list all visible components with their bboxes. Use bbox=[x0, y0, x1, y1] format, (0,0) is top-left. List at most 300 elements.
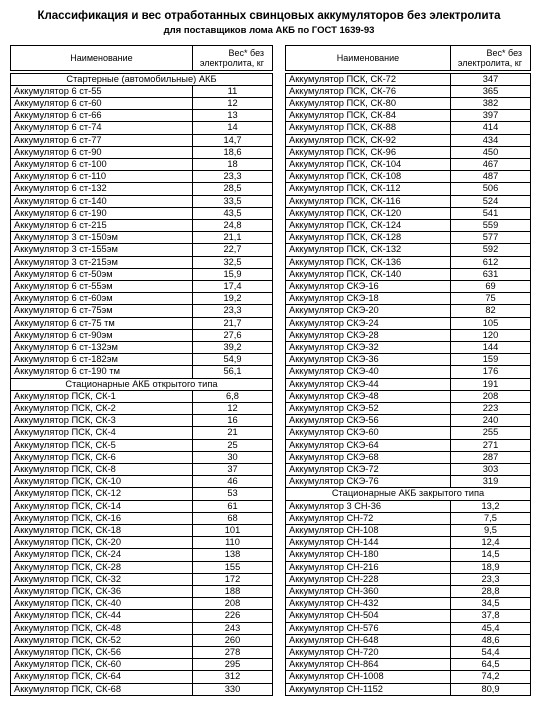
table-row bbox=[11, 476, 273, 488]
table-row bbox=[11, 573, 273, 585]
battery-name: Аккумулятор ПСК, СК-64 bbox=[11, 671, 193, 683]
battery-weight: 155 bbox=[193, 561, 273, 573]
battery-name: Аккумулятор ПСК, СК-20 bbox=[11, 537, 193, 549]
table-row bbox=[286, 268, 531, 280]
battery-weight: 382 bbox=[451, 97, 531, 109]
table-row bbox=[286, 683, 531, 695]
header-weight bbox=[451, 46, 531, 71]
battery-name: Аккумулятор СКЭ-28 bbox=[286, 329, 451, 341]
battery-name: Аккумулятор СН-720 bbox=[286, 647, 451, 659]
table-row bbox=[286, 244, 531, 256]
table-row bbox=[286, 219, 531, 231]
table-row bbox=[286, 586, 531, 598]
battery-weight: 208 bbox=[193, 598, 273, 610]
battery-weight: 577 bbox=[451, 232, 531, 244]
battery-name: Аккумулятор СН-432 bbox=[286, 598, 451, 610]
battery-name: Аккумулятор 6 ст-66 bbox=[11, 110, 193, 122]
table-row bbox=[286, 573, 531, 585]
header-weight-line2: электролита, кг bbox=[457, 58, 522, 68]
battery-weight: 74,2 bbox=[451, 671, 531, 683]
battery-name: Аккумулятор ПСК, СК-3 bbox=[11, 415, 193, 427]
battery-name: Аккумулятор ПСК, СК-116 bbox=[286, 195, 451, 207]
table-row bbox=[11, 415, 273, 427]
table-row bbox=[11, 232, 273, 244]
battery-name: Аккумулятор 6 ст-90 bbox=[11, 146, 193, 158]
battery-weight: 28,5 bbox=[193, 183, 273, 195]
table-row bbox=[286, 647, 531, 659]
battery-weight: 53 bbox=[193, 488, 273, 500]
table-row bbox=[286, 427, 531, 439]
battery-weight: 191 bbox=[451, 378, 531, 390]
table-row bbox=[11, 171, 273, 183]
battery-name: Аккумулятор ПСК, СК-1 bbox=[11, 390, 193, 402]
battery-weight: 243 bbox=[193, 622, 273, 634]
battery-weight: 80,9 bbox=[451, 683, 531, 695]
battery-weight: 144 bbox=[451, 341, 531, 353]
battery-weight: 69 bbox=[451, 280, 531, 292]
battery-weight: 365 bbox=[451, 85, 531, 97]
table-row bbox=[286, 671, 531, 683]
battery-name: Аккумулятор СКЭ-52 bbox=[286, 402, 451, 414]
battery-weight: 487 bbox=[451, 171, 531, 183]
battery-weight: 39,2 bbox=[193, 341, 273, 353]
table-row bbox=[11, 317, 273, 329]
table-row bbox=[286, 537, 531, 549]
battery-name: Аккумулятор ПСК, СК-32 bbox=[11, 573, 193, 585]
section-row bbox=[11, 378, 273, 390]
battery-weight: 6,8 bbox=[193, 390, 273, 402]
battery-weight: 18,6 bbox=[193, 146, 273, 158]
battery-weight: 414 bbox=[451, 122, 531, 134]
table-row bbox=[11, 451, 273, 463]
table-row bbox=[286, 598, 531, 610]
battery-name: Аккумулятор СН-576 bbox=[286, 622, 451, 634]
battery-name: Аккумулятор ПСК, СК-92 bbox=[286, 134, 451, 146]
battery-name: Аккумулятор СН-1008 bbox=[286, 671, 451, 683]
battery-weight: 159 bbox=[451, 354, 531, 366]
table-row bbox=[286, 232, 531, 244]
battery-name: Аккумулятор ПСК, СК-72 bbox=[286, 73, 451, 85]
battery-weight: 13,2 bbox=[451, 500, 531, 512]
table-row bbox=[286, 110, 531, 122]
battery-weight: 12 bbox=[193, 97, 273, 109]
battery-weight: 14 bbox=[193, 122, 273, 134]
table-row bbox=[286, 354, 531, 366]
battery-name: Аккумулятор СКЭ-16 bbox=[286, 280, 451, 292]
battery-name: Аккумулятор СН-504 bbox=[286, 610, 451, 622]
table-row bbox=[11, 280, 273, 292]
battery-weight: 188 bbox=[193, 586, 273, 598]
battery-name: Аккумулятор 6 ст-50эм bbox=[11, 268, 193, 280]
battery-name: Аккумулятор СН-216 bbox=[286, 561, 451, 573]
table-row bbox=[11, 268, 273, 280]
page-title: Классификация и вес отработанных свинцовых аккумуляторов без электролита bbox=[37, 10, 501, 22]
battery-name: Аккумулятор СН-72 bbox=[286, 512, 451, 524]
table-row bbox=[11, 549, 273, 561]
table-row bbox=[286, 280, 531, 292]
battery-weight: 467 bbox=[451, 158, 531, 170]
table-row bbox=[286, 622, 531, 634]
battery-name: Аккумулятор 3 ст-155эм bbox=[11, 244, 193, 256]
battery-name: Аккумулятор СН-180 bbox=[286, 549, 451, 561]
battery-name: Аккумулятор СН-648 bbox=[286, 634, 451, 646]
battery-weight: 14,7 bbox=[193, 134, 273, 146]
battery-weight: 260 bbox=[193, 634, 273, 646]
battery-weight: 37 bbox=[193, 464, 273, 476]
battery-weight: 14,5 bbox=[451, 549, 531, 561]
battery-name: Аккумулятор 3 ст-150эм bbox=[11, 232, 193, 244]
table-row bbox=[286, 439, 531, 451]
battery-name: Аккумулятор СКЭ-40 bbox=[286, 366, 451, 378]
battery-name: Аккумулятор СН-144 bbox=[286, 537, 451, 549]
table-row bbox=[11, 561, 273, 573]
battery-weight: 48,6 bbox=[451, 634, 531, 646]
battery-name: Аккумулятор ПСК, СК-96 bbox=[286, 146, 451, 158]
table-row bbox=[11, 354, 273, 366]
battery-weight: 54,4 bbox=[451, 647, 531, 659]
table-row bbox=[11, 439, 273, 451]
table-row bbox=[11, 219, 273, 231]
battery-weight: 541 bbox=[451, 207, 531, 219]
battery-weight: 64,5 bbox=[451, 659, 531, 671]
battery-name: Аккумулятор СКЭ-72 bbox=[286, 464, 451, 476]
table-row bbox=[286, 549, 531, 561]
battery-weight: 12 bbox=[193, 402, 273, 414]
battery-name: Аккумулятор ПСК, СК-24 bbox=[11, 549, 193, 561]
battery-name: Аккумулятор ПСК, СК-36 bbox=[11, 586, 193, 598]
battery-name: Аккумулятор ПСК, СК-28 bbox=[11, 561, 193, 573]
battery-name: Аккумулятор 6 ст-55эм bbox=[11, 280, 193, 292]
table-row bbox=[11, 329, 273, 341]
battery-name: Аккумулятор 6 ст-60 bbox=[11, 97, 193, 109]
battery-name: Аккумулятор 6 ст-110 bbox=[11, 171, 193, 183]
battery-name: Аккумулятор СКЭ-18 bbox=[286, 293, 451, 305]
table-row bbox=[11, 293, 273, 305]
table-row bbox=[11, 97, 273, 109]
table-row bbox=[11, 634, 273, 646]
battery-weight: 46 bbox=[193, 476, 273, 488]
table-row bbox=[286, 512, 531, 524]
table-row bbox=[11, 537, 273, 549]
battery-name: Аккумулятор СН-108 bbox=[286, 525, 451, 537]
table-row bbox=[286, 171, 531, 183]
table-row bbox=[11, 390, 273, 402]
battery-name: Аккумулятор ПСК, СК-5 bbox=[11, 439, 193, 451]
battery-weight: 24,8 bbox=[193, 219, 273, 231]
table-row bbox=[11, 256, 273, 268]
table-body-right bbox=[286, 73, 531, 695]
table-row bbox=[11, 622, 273, 634]
table-row bbox=[286, 207, 531, 219]
table-row bbox=[11, 85, 273, 97]
table-row bbox=[11, 647, 273, 659]
battery-name: Аккумулятор 6 ст-132эм bbox=[11, 341, 193, 353]
table-header-row bbox=[286, 46, 531, 71]
table-row bbox=[286, 73, 531, 85]
table-row bbox=[11, 488, 273, 500]
table-row bbox=[11, 183, 273, 195]
battery-weight: 295 bbox=[193, 659, 273, 671]
header-name: Наименование bbox=[11, 46, 193, 71]
table-row bbox=[11, 122, 273, 134]
table-row bbox=[11, 366, 273, 378]
battery-name: Аккумулятор ПСК, СК-88 bbox=[286, 122, 451, 134]
battery-weight: 105 bbox=[451, 317, 531, 329]
battery-name: Аккумулятор ПСК, СК-80 bbox=[286, 97, 451, 109]
section-title: Стартерные (автомобильные) АКБ bbox=[11, 73, 273, 85]
battery-name: Аккумулятор ПСК, СК-124 bbox=[286, 219, 451, 231]
table-row bbox=[286, 634, 531, 646]
battery-name: Аккумулятор ПСК, СК-104 bbox=[286, 158, 451, 170]
battery-name: Аккумулятор ПСК, СК-128 bbox=[286, 232, 451, 244]
battery-name: Аккумулятор СН-228 bbox=[286, 573, 451, 585]
battery-weight: 12,4 bbox=[451, 537, 531, 549]
battery-weight: 110 bbox=[193, 537, 273, 549]
table-row bbox=[286, 402, 531, 414]
battery-weight: 11 bbox=[193, 85, 273, 97]
battery-weight: 524 bbox=[451, 195, 531, 207]
table-row bbox=[286, 366, 531, 378]
battery-name: Аккумулятор ПСК, СК-60 bbox=[11, 659, 193, 671]
battery-name: Аккумулятор ПСК, СК-112 bbox=[286, 183, 451, 195]
table-row bbox=[286, 329, 531, 341]
section-row bbox=[11, 73, 273, 85]
section-title: Стационарные АКБ закрытого типа bbox=[286, 488, 531, 500]
battery-name: Аккумулятор 6 ст-75эм bbox=[11, 305, 193, 317]
table-row bbox=[286, 610, 531, 622]
battery-name: Аккумулятор ПСК, СК-140 bbox=[286, 268, 451, 280]
header-weight-line1: Вес* без bbox=[228, 48, 264, 58]
table-row bbox=[286, 525, 531, 537]
table-row bbox=[286, 451, 531, 463]
battery-weight: 631 bbox=[451, 268, 531, 280]
table-row bbox=[11, 305, 273, 317]
battery-name: Аккумулятор ПСК, СК-108 bbox=[286, 171, 451, 183]
table-row bbox=[11, 598, 273, 610]
table-row bbox=[286, 317, 531, 329]
table-row bbox=[286, 134, 531, 146]
table-row bbox=[11, 402, 273, 414]
battery-weight: 28,8 bbox=[451, 586, 531, 598]
battery-name: Аккумулятор ПСК, СК-76 bbox=[286, 85, 451, 97]
battery-weight: 30 bbox=[193, 451, 273, 463]
battery-name: Аккумулятор ПСК, СК-136 bbox=[286, 256, 451, 268]
table-row bbox=[11, 500, 273, 512]
table-row bbox=[286, 97, 531, 109]
battery-name: Аккумулятор 3 ст-215эм bbox=[11, 256, 193, 268]
battery-name: Аккумулятор ПСК, СК-12 bbox=[11, 488, 193, 500]
battery-name: Аккумулятор СКЭ-44 bbox=[286, 378, 451, 390]
table-row bbox=[11, 244, 273, 256]
table-row bbox=[11, 610, 273, 622]
table-row bbox=[11, 586, 273, 598]
battery-weight: 34,5 bbox=[451, 598, 531, 610]
table-row bbox=[286, 390, 531, 402]
battery-weight: 18,9 bbox=[451, 561, 531, 573]
section-title: Стационарные АКБ открытого типа bbox=[11, 378, 273, 390]
header-weight bbox=[193, 46, 273, 71]
battery-name: Аккумулятор ПСК, СК-16 bbox=[11, 512, 193, 524]
battery-weight: 7,5 bbox=[451, 512, 531, 524]
battery-name: Аккумулятор СКЭ-68 bbox=[286, 451, 451, 463]
battery-name: Аккумулятор СКЭ-48 bbox=[286, 390, 451, 402]
battery-weight: 16 bbox=[193, 415, 273, 427]
battery-weight: 120 bbox=[451, 329, 531, 341]
table-row bbox=[286, 256, 531, 268]
battery-weight: 25 bbox=[193, 439, 273, 451]
table-row bbox=[11, 659, 273, 671]
battery-weight: 17,4 bbox=[193, 280, 273, 292]
table-row bbox=[11, 110, 273, 122]
battery-weight: 287 bbox=[451, 451, 531, 463]
battery-weight: 37,8 bbox=[451, 610, 531, 622]
table-row bbox=[286, 415, 531, 427]
battery-weight: 592 bbox=[451, 244, 531, 256]
battery-weight: 434 bbox=[451, 134, 531, 146]
battery-name: Аккумулятор СКЭ-60 bbox=[286, 427, 451, 439]
table-row bbox=[11, 464, 273, 476]
page-subtitle: для поставщиков лома АКБ по ГОСТ 1639-93 bbox=[163, 25, 375, 36]
table-row bbox=[286, 500, 531, 512]
table-row bbox=[11, 427, 273, 439]
battery-name: Аккумулятор ПСК, СК-132 bbox=[286, 244, 451, 256]
table-row bbox=[286, 561, 531, 573]
battery-name: Аккумулятор СКЭ-56 bbox=[286, 415, 451, 427]
table-row bbox=[11, 341, 273, 353]
battery-name: Аккумулятор СН-1152 bbox=[286, 683, 451, 695]
battery-name: Аккумулятор СН-864 bbox=[286, 659, 451, 671]
table-row bbox=[286, 195, 531, 207]
battery-name: Аккумулятор ПСК, СК-52 bbox=[11, 634, 193, 646]
battery-weight: 18 bbox=[193, 158, 273, 170]
battery-weight: 75 bbox=[451, 293, 531, 305]
battery-weight: 303 bbox=[451, 464, 531, 476]
battery-weight: 23,3 bbox=[451, 573, 531, 585]
battery-weight: 347 bbox=[451, 73, 531, 85]
battery-name: Аккумулятор ПСК, СК-68 bbox=[11, 683, 193, 695]
battery-name: Аккумулятор 6 ст-75 тм bbox=[11, 317, 193, 329]
battery-name: Аккумулятор СКЭ-32 bbox=[286, 341, 451, 353]
battery-weight: 19,2 bbox=[193, 293, 273, 305]
battery-weight: 82 bbox=[451, 305, 531, 317]
table-row bbox=[286, 305, 531, 317]
battery-name: Аккумулятор 6 ст-77 bbox=[11, 134, 193, 146]
battery-weight: 23,3 bbox=[193, 171, 273, 183]
battery-name: Аккумулятор 3 СН-36 bbox=[286, 500, 451, 512]
battery-name: Аккумулятор 6 ст-74 bbox=[11, 122, 193, 134]
battery-name: Аккумулятор 6 ст-140 bbox=[11, 195, 193, 207]
battery-weight: 43,5 bbox=[193, 207, 273, 219]
battery-name: Аккумулятор СН-360 bbox=[286, 586, 451, 598]
table-row bbox=[286, 146, 531, 158]
table-row bbox=[286, 659, 531, 671]
battery-name: Аккумулятор ПСК, СК-6 bbox=[11, 451, 193, 463]
header-weight-line1: Вес* без bbox=[486, 48, 522, 58]
battery-weight: 21,7 bbox=[193, 317, 273, 329]
battery-name: Аккумулятор СКЭ-76 bbox=[286, 476, 451, 488]
battery-name: Аккумулятор 6 ст-190 bbox=[11, 207, 193, 219]
header-weight-line2: электролита, кг bbox=[199, 58, 264, 68]
table-row bbox=[11, 683, 273, 695]
battery-table-left bbox=[10, 45, 273, 696]
battery-weight: 612 bbox=[451, 256, 531, 268]
battery-weight: 45,4 bbox=[451, 622, 531, 634]
table-row bbox=[286, 85, 531, 97]
battery-name: Аккумулятор СКЭ-24 bbox=[286, 317, 451, 329]
battery-weight: 13 bbox=[193, 110, 273, 122]
battery-name: Аккумулятор СКЭ-20 bbox=[286, 305, 451, 317]
battery-name: Аккумулятор СКЭ-64 bbox=[286, 439, 451, 451]
battery-name: Аккумулятор ПСК, СК-84 bbox=[286, 110, 451, 122]
battery-name: Аккумулятор 6 ст-90эм bbox=[11, 329, 193, 341]
battery-name: Аккумулятор ПСК, СК-18 bbox=[11, 525, 193, 537]
table-row bbox=[11, 671, 273, 683]
table-row bbox=[286, 341, 531, 353]
battery-name: Аккумулятор ПСК, СК-120 bbox=[286, 207, 451, 219]
battery-weight: 61 bbox=[193, 500, 273, 512]
table-row bbox=[286, 476, 531, 488]
battery-weight: 319 bbox=[451, 476, 531, 488]
battery-weight: 450 bbox=[451, 146, 531, 158]
table-header-row bbox=[11, 46, 273, 71]
table-row bbox=[11, 512, 273, 524]
battery-weight: 208 bbox=[451, 390, 531, 402]
battery-name: Аккумулятор ПСК, СК-8 bbox=[11, 464, 193, 476]
battery-weight: 15,9 bbox=[193, 268, 273, 280]
battery-name: Аккумулятор 6 ст-100 bbox=[11, 158, 193, 170]
battery-weight: 27,6 bbox=[193, 329, 273, 341]
table-row bbox=[11, 207, 273, 219]
battery-weight: 21,1 bbox=[193, 232, 273, 244]
battery-weight: 312 bbox=[193, 671, 273, 683]
battery-name: Аккумулятор ПСК, СК-56 bbox=[11, 647, 193, 659]
battery-weight: 271 bbox=[451, 439, 531, 451]
battery-weight: 32,5 bbox=[193, 256, 273, 268]
battery-name: Аккумулятор 6 ст-182эм bbox=[11, 354, 193, 366]
table-row bbox=[11, 146, 273, 158]
battery-weight: 23,3 bbox=[193, 305, 273, 317]
battery-weight: 33,5 bbox=[193, 195, 273, 207]
battery-weight: 397 bbox=[451, 110, 531, 122]
battery-name: Аккумулятор 6 ст-190 тм bbox=[11, 366, 193, 378]
table-row bbox=[11, 525, 273, 537]
battery-name: Аккумулятор ПСК, СК-48 bbox=[11, 622, 193, 634]
table-row bbox=[11, 195, 273, 207]
table-row bbox=[286, 378, 531, 390]
battery-weight: 101 bbox=[193, 525, 273, 537]
battery-name: Аккумулятор 6 ст-60эм bbox=[11, 293, 193, 305]
battery-name: Аккумулятор ПСК, СК-14 bbox=[11, 500, 193, 512]
section-row bbox=[286, 488, 531, 500]
table-row bbox=[286, 158, 531, 170]
table-row bbox=[286, 122, 531, 134]
battery-weight: 226 bbox=[193, 610, 273, 622]
table-row bbox=[286, 464, 531, 476]
header-name: Наименование bbox=[286, 46, 451, 71]
table-row bbox=[286, 293, 531, 305]
table-row bbox=[286, 183, 531, 195]
battery-weight: 559 bbox=[451, 219, 531, 231]
battery-weight: 56,1 bbox=[193, 366, 273, 378]
battery-weight: 9,5 bbox=[451, 525, 531, 537]
battery-name: Аккумулятор 6 ст-132 bbox=[11, 183, 193, 195]
battery-weight: 21 bbox=[193, 427, 273, 439]
battery-weight: 54,9 bbox=[193, 354, 273, 366]
battery-weight: 506 bbox=[451, 183, 531, 195]
battery-weight: 68 bbox=[193, 512, 273, 524]
battery-table-right bbox=[285, 45, 531, 696]
battery-name: Аккумулятор ПСК, СК-4 bbox=[11, 427, 193, 439]
